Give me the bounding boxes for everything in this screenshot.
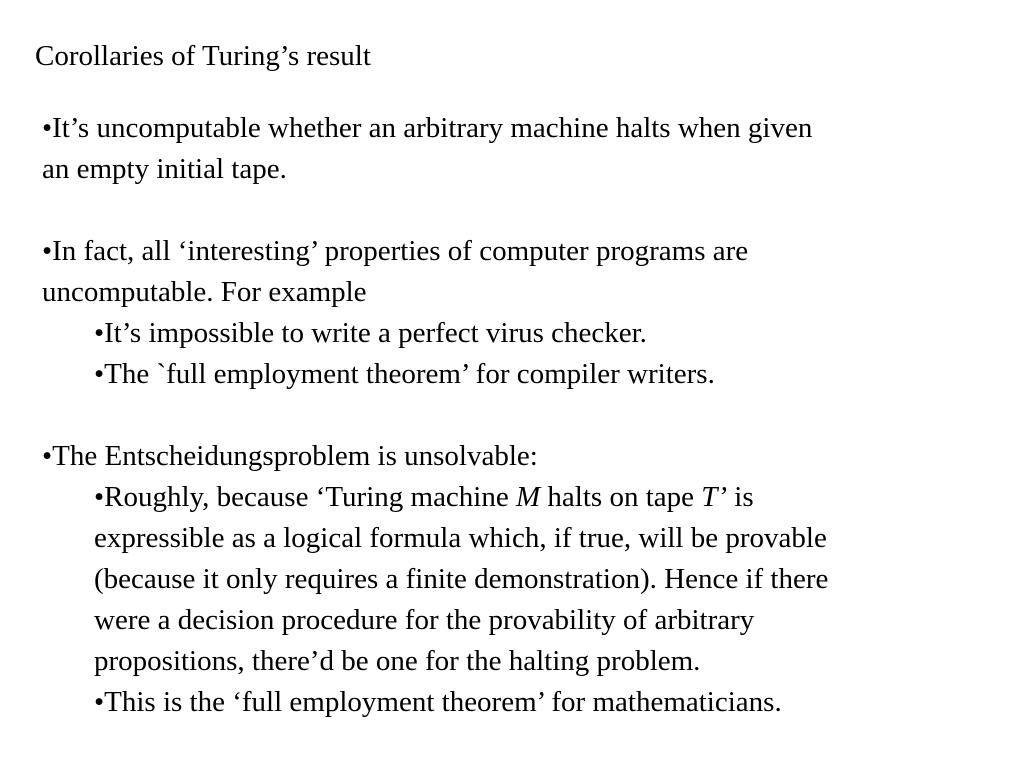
text-run: is — [727, 481, 754, 513]
spacer — [42, 190, 972, 231]
italic-m: M — [516, 481, 541, 513]
spacer — [42, 395, 972, 436]
bullet-1-line-2: an empty initial tape. — [42, 153, 287, 185]
sub-bullet-roughly-line-3: (because it only requires a finite demonstration). Hence if there — [94, 563, 829, 595]
sub-bullet-compiler-writers: •The `full employment theorem’ for compiler writers. — [94, 358, 715, 390]
slide-title: Corollaries of Turing’s result — [35, 40, 371, 72]
sub-bullet-mathematicians: •This is the ‘full employment theorem’ for mathematicians. — [94, 686, 782, 718]
sub-bullet-virus-checker: •It’s impossible to write a perfect virus checker. — [94, 317, 647, 349]
sub-bullet-roughly — [42, 477, 962, 682]
sub-bullet-roughly-line-2: expressible as a logical formula which, if true, will be provable — [94, 522, 827, 554]
sub-bullet-roughly-line-4: were a decision procedure for the provability of arbitrary — [94, 604, 755, 636]
sub-bullet-roughly-line-5: propositions, there’d be one for the halting problem. — [94, 645, 701, 677]
slide-body — [42, 108, 972, 723]
text-run: halts on tape — [540, 481, 702, 513]
italic-t: T’ — [701, 481, 728, 513]
sub-bullet-roughly-line-1 — [94, 477, 962, 518]
bullet-3-line-1: •The Entscheidungsproblem is unsolvable: — [42, 440, 538, 472]
bullet-2-line-2: uncomputable. For example — [42, 276, 367, 308]
bullet-2-line-1: •In fact, all ‘interesting’ properties of computer programs are — [42, 235, 749, 267]
bullet-1-line-1: •It’s uncomputable whether an arbitrary machine halts when given — [42, 112, 813, 144]
text-run: •Roughly, because ‘Turing machine — [94, 481, 516, 513]
